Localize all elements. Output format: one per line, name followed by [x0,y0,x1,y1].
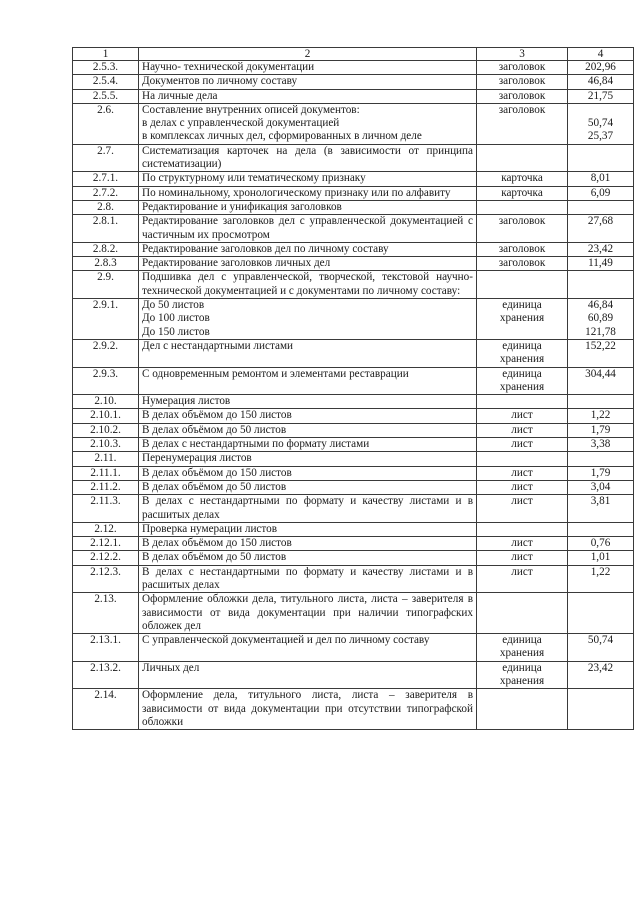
description-line: В делах объёмом до 50 листов [142,480,287,493]
work-description-cell [139,537,477,551]
price-cell [568,172,634,186]
work-description-cell [139,593,477,634]
description-line: На личные дела [142,89,218,102]
table-row [73,172,634,186]
work-description-cell [139,172,477,186]
work-description-cell [139,438,477,452]
table-row [73,634,634,662]
price-value: 46,84 [587,75,614,88]
item-number-cell: 2.7.1. [73,172,139,186]
unit-cell: лист [477,438,568,452]
table-row [73,242,634,256]
price-cell [568,367,634,395]
description-line: В делах объёмом до 50 листов [142,423,287,436]
price-value: 21,75 [587,89,614,102]
unit-cell: лист [477,537,568,551]
price-value: 50,74 [587,634,614,647]
price-cell [568,409,634,423]
price-value: 1,22 [590,409,611,422]
item-number-cell: 2.5.4. [73,75,139,89]
work-description-cell [139,689,477,730]
table-row [73,200,634,214]
price-cell [568,522,634,536]
description-line: В делах объёмом до 150 листов [142,537,292,550]
description-line: Перенумерация листов [142,452,252,465]
description-line: В делах объёмом до 150 листов [142,466,292,479]
price-cell [568,466,634,480]
work-description-cell [139,480,477,494]
price-value: 23,42 [587,242,614,255]
price-value: 3,81 [590,495,611,508]
item-number-cell: 2.8.3 [73,257,139,271]
header-cell-4: 4 [568,48,634,61]
description-line: Научно- технической документации [142,61,315,73]
table-row [73,299,634,340]
unit-cell: лист [477,495,568,523]
work-description-cell [139,395,477,409]
work-description-cell [139,103,477,144]
price-value: 8,01 [590,172,611,185]
description-line: С управленческой документацией и дел по личному составу [142,634,430,647]
work-description-cell [139,242,477,256]
description-line: Дел с нестандартными листами [142,339,294,352]
work-description-cell [139,452,477,466]
unit-cell: заголовок [477,61,568,75]
item-number-cell: 2.7. [73,144,139,172]
item-number-cell: 2.5.5. [73,89,139,103]
price-value: 3,04 [590,480,611,493]
price-value: 25,37 [587,130,614,143]
table-row [73,103,634,144]
item-number-cell: 2.8.1. [73,215,139,243]
item-number-cell: 2.6. [73,103,139,144]
tariff-table [72,47,634,730]
item-number-cell: 2.9.3. [73,367,139,395]
description-line: Редактирование заголовков личных дел [142,257,331,270]
price-value: 304,44 [585,367,616,380]
description-line: Оформление обложки дела, титульного листа, листа – заверителя в зависимости от вида документации при наличии типографских обложек дел [142,593,473,632]
price-cell [568,551,634,565]
table-header-row [73,48,634,61]
item-number-cell: 2.5.3. [73,61,139,75]
unit-cell: заголовок [477,257,568,271]
price-cell [568,242,634,256]
price-cell [568,438,634,452]
description-line: Подшивка дел с управленческой, творческой, текстовой научно- технической документацией и с документами по личному составу: [142,271,473,297]
item-number-cell: 2.7.2. [73,186,139,200]
description-line: В делах с нестандартными по формату и качеству листами и в расшитых делах [142,565,473,591]
price-cell [568,661,634,689]
description-line: В делах с нестандартными по формату и качеству листами и в расшитых делах [142,495,473,521]
description-line: До 50 листов [142,299,205,312]
price-value: 6,09 [590,186,611,199]
unit-cell: лист [477,409,568,423]
work-description-cell [139,466,477,480]
unit-cell: заголовок [477,242,568,256]
table-row [73,423,634,437]
work-description-cell [139,215,477,243]
table-row [73,537,634,551]
description-line: Нумерация листов [142,395,231,408]
price-cell [568,452,634,466]
description-line: Редактирование заголовков дел с управленческой документацией с частичным их просмотром [142,215,473,241]
price-cell [568,271,634,299]
table-row [73,271,634,299]
table-row [73,144,634,172]
price-cell [568,593,634,634]
item-number-cell: 2.11.2. [73,480,139,494]
unit-cell [477,200,568,214]
description-line: Проверка нумерации листов [142,522,278,535]
unit-cell: лист [477,565,568,593]
item-number-cell: 2.11.1. [73,466,139,480]
price-cell [568,200,634,214]
table-row [73,409,634,423]
price-cell [568,257,634,271]
description-line: Документов по личному составу [142,75,298,88]
unit-cell: единица хранения [477,339,568,367]
item-number-cell: 2.9.2. [73,339,139,367]
description-line: До 100 листов [142,312,210,325]
price-value: 1,79 [590,423,611,436]
item-number-cell: 2.12.2. [73,551,139,565]
table-row [73,438,634,452]
price-cell [568,565,634,593]
price-value: 46,84 [587,299,614,312]
work-description-cell [139,61,477,75]
unit-cell [477,522,568,536]
work-description-cell [139,89,477,103]
table-row [73,215,634,243]
price-cell [568,480,634,494]
work-description-cell [139,200,477,214]
unit-cell [477,271,568,299]
price-cell [568,186,634,200]
item-number-cell: 2.10.1. [73,409,139,423]
description-line: В делах объёмом до 50 листов [142,551,287,564]
unit-cell: лист [477,466,568,480]
unit-cell: заголовок [477,75,568,89]
work-description-cell [139,551,477,565]
header-cell-2: 2 [139,48,477,61]
item-number-cell: 2.8.2. [73,242,139,256]
unit-cell [477,689,568,730]
table-row [73,367,634,395]
price-cell [568,75,634,89]
item-number-cell: 2.11.3. [73,495,139,523]
price-cell [568,339,634,367]
table-row [73,689,634,730]
price-value: 23,42 [587,661,614,674]
description-line: По структурному или тематическому признаку [142,172,366,185]
description-line: До 150 листов [142,325,210,338]
table-row [73,395,634,409]
table-row [73,661,634,689]
item-number-cell: 2.14. [73,689,139,730]
table-row [73,89,634,103]
price-value: 27,68 [587,215,614,228]
work-description-cell [139,271,477,299]
description-line: в делах с управленческой документацией [142,117,340,130]
item-number-cell: 2.12.1. [73,537,139,551]
work-description-cell [139,257,477,271]
table-row [73,495,634,523]
unit-cell: лист [477,551,568,565]
item-number-cell: 2.10. [73,395,139,409]
price-value: 11,49 [588,257,613,270]
price-cell [568,423,634,437]
work-description-cell [139,367,477,395]
table-row [73,186,634,200]
work-description-cell [139,409,477,423]
item-number-cell: 2.12.3. [73,565,139,593]
item-number-cell: 2.12. [73,522,139,536]
item-number-cell: 2.11. [73,452,139,466]
price-cell [568,689,634,730]
work-description-cell [139,661,477,689]
price-cell [568,634,634,662]
work-description-cell [139,144,477,172]
description-line: Систематизация карточек на дела (в зависимости от принципа систематизации) [142,144,473,171]
price-value: 1,22 [590,565,611,578]
table-row [73,480,634,494]
description-line: Оформление дела, титульного листа, листа – заверителя в зависимости от вида документации при отсутствии типографской обложки [142,689,473,728]
item-number-cell: 2.9. [73,271,139,299]
description-line: в комплексах личных дел, сформированных в личном деле [142,130,422,143]
price-value: 60,89 [587,312,614,325]
table-row [73,466,634,480]
description-line: С одновременным ремонтом и элементами реставрации [142,367,409,380]
description-line: Личных дел [142,661,200,674]
work-description-cell [139,75,477,89]
unit-cell: заголовок [477,103,568,144]
work-description-cell [139,522,477,536]
unit-cell [477,395,568,409]
price-cell [568,61,634,75]
description-line: В делах объёмом до 150 листов [142,409,292,422]
header-cell-3: 3 [477,48,568,61]
item-number-cell: 2.10.2. [73,423,139,437]
price-cell [568,89,634,103]
description-line: По номинальному, хронологическому признаку или по алфавиту [142,186,451,199]
item-number-cell: 2.13. [73,593,139,634]
work-description-cell [139,495,477,523]
item-number-cell: 2.10.3. [73,438,139,452]
unit-cell: единица хранения [477,299,568,340]
unit-cell: единица хранения [477,367,568,395]
price-cell [568,395,634,409]
price-cell [568,537,634,551]
price-value: 3,38 [590,438,611,451]
table-row [73,522,634,536]
work-description-cell [139,423,477,437]
price-cell [568,144,634,172]
description-line: Редактирование заголовков дел по личному составу [142,242,389,255]
item-number-cell: 2.9.1. [73,299,139,340]
unit-cell: единица хранения [477,661,568,689]
unit-cell: карточка [477,172,568,186]
table-row [73,75,634,89]
table-row [73,61,634,75]
description-line: Редактирование и унификация заголовков [142,200,342,213]
table-row [73,593,634,634]
table-row [73,339,634,367]
item-number-cell: 2.13.2. [73,661,139,689]
price-value: 1,01 [590,551,611,564]
price-value: 50,74 [587,116,614,129]
price-value: 0,76 [590,537,611,550]
table-row [73,565,634,593]
unit-cell [477,144,568,172]
work-description-cell [139,299,477,340]
item-number-cell: 2.13.1. [73,634,139,662]
price-value: 152,22 [585,339,616,352]
description-line: Составление внутренних описей документов: [142,103,360,116]
unit-cell: заголовок [477,89,568,103]
description-line: В делах с нестандартными по формату листами [142,438,370,451]
work-description-cell [139,339,477,367]
work-description-cell [139,565,477,593]
price-cell [568,103,634,144]
table-row [73,257,634,271]
unit-cell: заголовок [477,215,568,243]
unit-cell [477,593,568,634]
price-cell [568,299,634,340]
price-value: 202,96 [585,61,616,73]
unit-cell: лист [477,423,568,437]
price-value: 1,79 [590,466,611,479]
table-row [73,452,634,466]
header-cell-1: 1 [73,48,139,61]
item-number-cell: 2.8. [73,200,139,214]
price-cell [568,495,634,523]
work-description-cell [139,186,477,200]
unit-cell: карточка [477,186,568,200]
price-cell [568,215,634,243]
work-description-cell [139,634,477,662]
price-value: 121,78 [585,325,616,338]
unit-cell: единица хранения [477,634,568,662]
unit-cell: лист [477,480,568,494]
unit-cell [477,452,568,466]
table-row [73,551,634,565]
